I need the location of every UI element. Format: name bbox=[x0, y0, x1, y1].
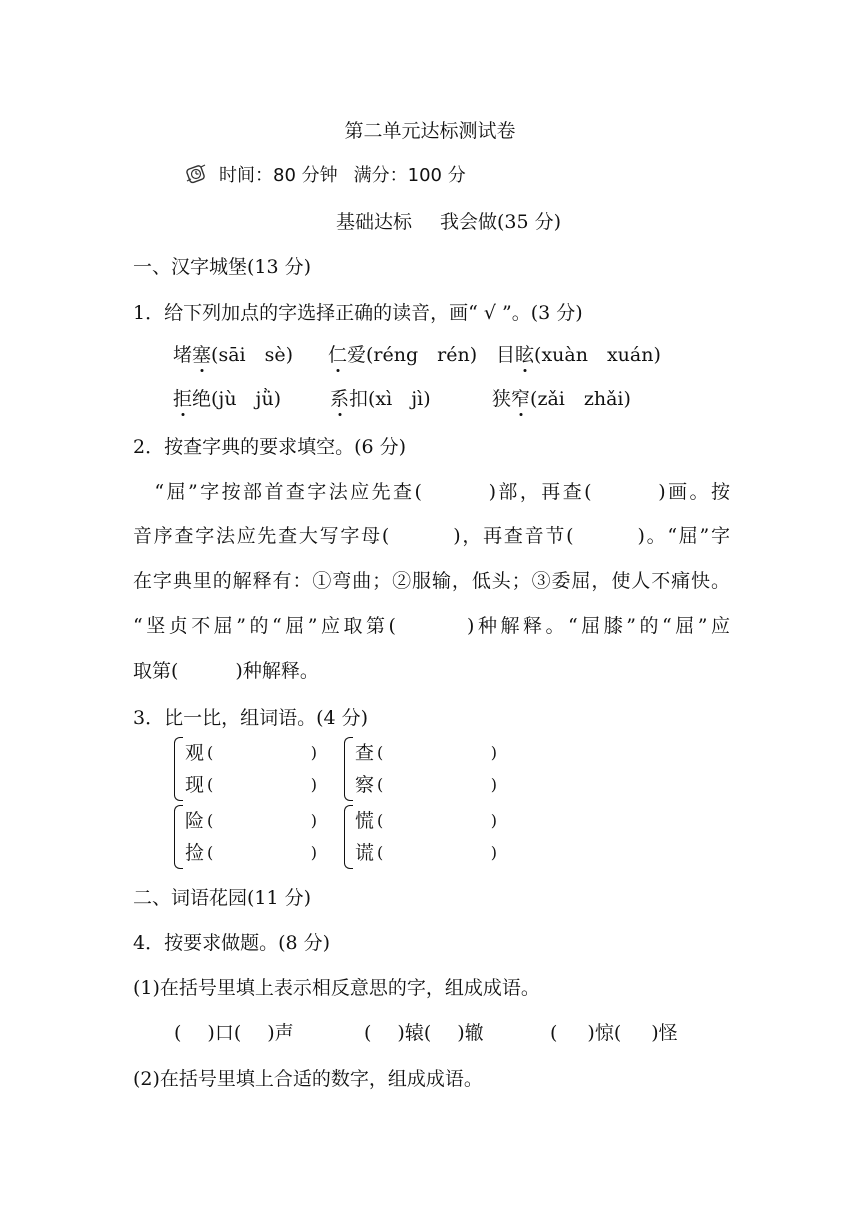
q4-sub1: (1)在括号里填上表示相反意思的字，组成成语。 bbox=[133, 977, 540, 999]
answer-blank[interactable]: ( ) bbox=[207, 843, 317, 862]
page-title: 第二单元达标测试卷 bbox=[344, 120, 516, 142]
full-score: 满分：100 分 bbox=[353, 165, 466, 186]
q3-group bbox=[344, 805, 497, 869]
clock-icon bbox=[185, 163, 207, 185]
part1-heading: 一、汉字城堡(13 分) bbox=[133, 256, 312, 278]
basic-label: 基础达标 bbox=[336, 211, 413, 233]
q3-char: 观 bbox=[185, 742, 205, 764]
part2-heading: 二、词语花园(11 分) bbox=[133, 887, 312, 909]
brace bbox=[174, 737, 183, 801]
q2-line: 音序查字法应先查大写字母( )，再查音节( )。“屈”字 bbox=[133, 525, 730, 547]
q4-prompt: 4．按要求做题。(8 分) bbox=[133, 932, 331, 954]
q3-group bbox=[174, 805, 317, 869]
answer-blank[interactable]: ( ) bbox=[377, 743, 497, 762]
section-basic-heading bbox=[336, 207, 561, 234]
brace bbox=[344, 805, 353, 869]
q2-line: 在字典里的解释有：①弯曲；②服输，低头；③委屈，使人不痛快。 bbox=[133, 570, 730, 592]
idiom-item[interactable]: ( )惊( )怪 bbox=[550, 1022, 678, 1044]
brace bbox=[344, 737, 353, 801]
q3-prompt: 3．比一比，组词语。(4 分) bbox=[133, 707, 369, 729]
idiom-item[interactable]: ( )辕( )辙 bbox=[364, 1022, 484, 1044]
q3-group bbox=[344, 737, 497, 801]
q1-item: 系扣(xì jì) bbox=[330, 388, 431, 410]
brace bbox=[174, 805, 183, 869]
q2-line: “坚贞不屈”的“屈”应取第( )种解释。“屈膝”的“屈”应 bbox=[133, 615, 730, 637]
q3-char: 查 bbox=[355, 742, 375, 764]
q4-sub2: (2)在括号里填上合适的数字，组成成语。 bbox=[133, 1068, 483, 1090]
q3-char: 现 bbox=[185, 774, 205, 796]
q1-prompt: 1．给下列加点的字选择正确的读音，画“ √ ”。(3 分) bbox=[133, 302, 583, 324]
answer-blank[interactable]: ( ) bbox=[377, 843, 497, 862]
time-limit: 时间：80 分钟 bbox=[219, 165, 338, 186]
answer-blank[interactable]: ( ) bbox=[207, 775, 317, 794]
q1-item: 堵塞(sāi sè) bbox=[173, 344, 294, 366]
q1-item: 拒绝(jù jǜ) bbox=[173, 388, 282, 410]
basic-score: 我会做(35 分) bbox=[440, 211, 562, 233]
q3-char: 险 bbox=[185, 810, 205, 832]
q3-char: 捡 bbox=[185, 842, 205, 864]
q3-char: 谎 bbox=[355, 842, 375, 864]
q1-item: 仁爱(réng rén) bbox=[328, 344, 478, 366]
q3-char: 察 bbox=[355, 774, 375, 796]
answer-blank[interactable]: ( ) bbox=[207, 811, 317, 830]
answer-blank[interactable]: ( ) bbox=[377, 811, 497, 830]
q3-group bbox=[174, 737, 317, 801]
q2-line: 取第( )种解释。 bbox=[133, 660, 319, 682]
q1-item: 目眩(xuàn xuán) bbox=[496, 344, 661, 366]
answer-blank[interactable]: ( ) bbox=[207, 743, 317, 762]
q2-line: “屈”字按部首查字法应先查( )部，再查( )画。按 bbox=[133, 481, 730, 503]
q2-prompt: 2．按查字典的要求填空。(6 分) bbox=[133, 436, 407, 458]
q1-item: 狭窄(zǎi zhǎi) bbox=[492, 388, 631, 410]
idiom-item[interactable]: ( )口( )声 bbox=[174, 1022, 294, 1044]
q3-char: 慌 bbox=[355, 810, 375, 832]
answer-blank[interactable]: ( ) bbox=[377, 775, 497, 794]
time-info bbox=[185, 161, 472, 187]
